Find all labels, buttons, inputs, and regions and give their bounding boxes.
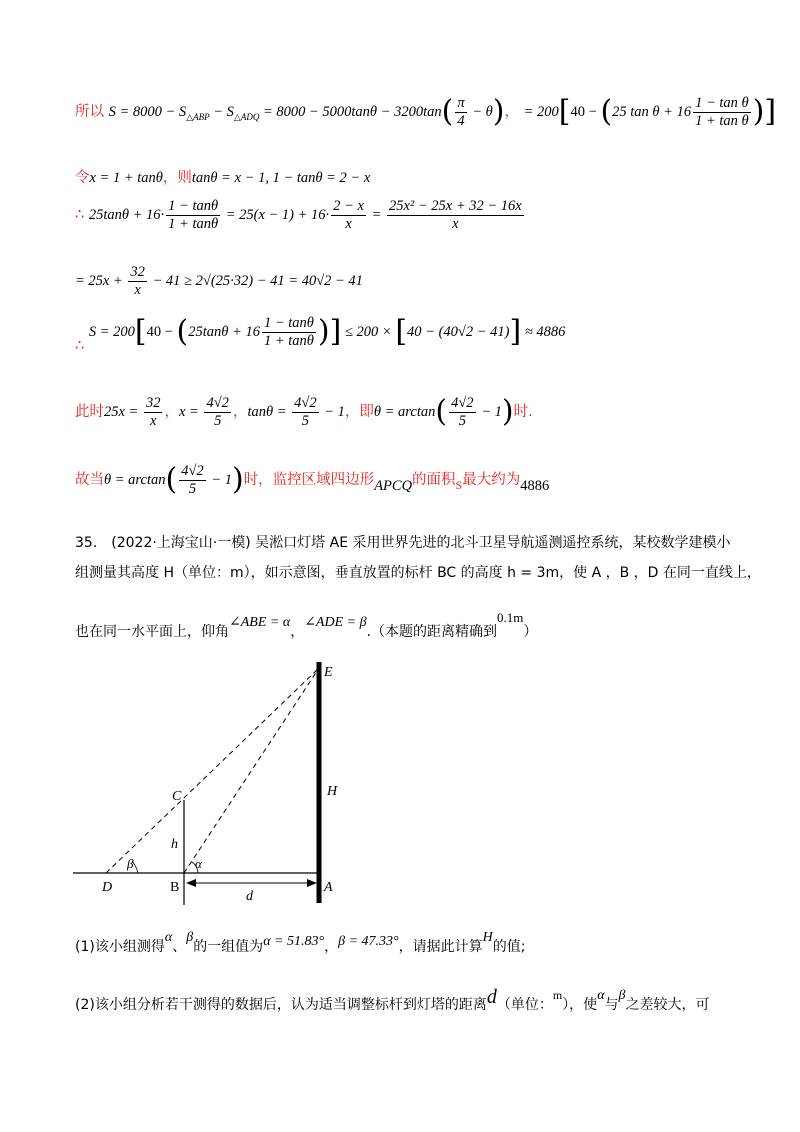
- sightline-BE: [184, 668, 319, 873]
- label-d: d: [246, 889, 253, 904]
- so-label: 所以: [75, 104, 104, 120]
- arrow-head-right: [307, 879, 317, 887]
- part-2: (2)该小组分析若干测得的数据后，认为适当调整标杆到灯塔的距离d（单位：m），使α与β之差较大，可: [75, 986, 710, 1013]
- label-B: B: [170, 880, 180, 895]
- solution-line-1: 所以 $S = 8000 - S_{\triangle ABP} - S_{\triangle ADQ} = 8000 - 5000\tan\theta - 3200\tan$( $\frac{\pi}{4}$ − θ)， = 200[40 − (25 tan θ + 16 $\frac{\text{1 − tan θ}}{\text{1 + tan θ}}$ )]: [75, 94, 777, 129]
- arrow-head-left: [186, 879, 196, 887]
- tan-fraction: $\frac{\text{1 − tan θ}}{\text{1 + tan θ}}$: [695, 94, 749, 129]
- sightline-DE: [106, 668, 319, 873]
- solution-line-5: ∴ S = 200[40 − (25tanθ + 16 $\frac{1 - \tan\theta}{1 + \tan\theta}$ )] ≤ 200 × [40 − (40√2 − 41)] ≈ 4886: [75, 314, 566, 354]
- question-35-line-1: 35. (2022·上海宝山·一模) 吴淞口灯塔 AE 采用世界先进的北斗卫星导航遥测遥控系统，某校数学建模小: [75, 535, 731, 551]
- question-35-line-3: 也在同一水平面上，仰角∠ABE = α，∠ADE = β.（本题的距离精确到0.1m）: [75, 610, 538, 640]
- label-C: C: [172, 789, 182, 804]
- label-D: D: [102, 880, 113, 895]
- area-expression: $S = 8000 - S_{\triangle ABP} - S_{\triangle ADQ} = 8000 - 5000\tan\theta - 3200\tan$: [108, 104, 442, 122]
- label-beta: β: [127, 856, 134, 871]
- solution-line-7: 故当θ = arctan( $\frac{4√2}{5}$ − 1)时，监控区域四边形APCQ的面积$_S$最大约为4886: [75, 462, 550, 497]
- pi-over-4: $\frac{\pi}{4}$: [457, 94, 465, 129]
- label-H: H: [327, 784, 338, 799]
- solution-line-2: 令x = 1 + tanθ，则tanθ = x − 1, 1 − tanθ = 2 − x: [75, 170, 371, 186]
- label-alpha: α: [195, 856, 202, 871]
- factored-expression: = 200: [523, 104, 559, 120]
- label-h: h: [171, 837, 178, 852]
- label-E: E: [324, 665, 333, 680]
- solution-line-4: = 25x + $\frac{32}{x}$ − 41 ≥ 2√(25·32) − 41 = 40√2 − 41: [75, 264, 363, 298]
- question-35-line-2: 组测量其高度 H（单位：m），如示意图，垂直放置的标杆 BC 的高度 h = 3m，使 A ，B ，D 在同一直线上，: [75, 565, 761, 581]
- solution-line-6: 此时25x = $\frac{32}{x}$ ，x = $\frac{4√2}{5}$ ，tanθ = $\frac{4√2}{5}$ − 1，即θ = arctan( $\frac{4√2}{5}$ − 1)时.: [75, 394, 533, 429]
- label-A: A: [324, 880, 333, 895]
- solution-line-3: ∴ 25tanθ + 16· $\frac{1 - \tan\theta}{1 + \tan\theta}$ = 25(x − 1) + 16· $\frac{2 - x}{x}$ = $\frac{\text{25x² − 25x + 32 − 16x}}{x}$: [75, 198, 522, 232]
- part-1: (1)该小组测得α、β的一组值为α = 51.83°，β = 47.33°，请据此计算H的值;: [75, 930, 526, 955]
